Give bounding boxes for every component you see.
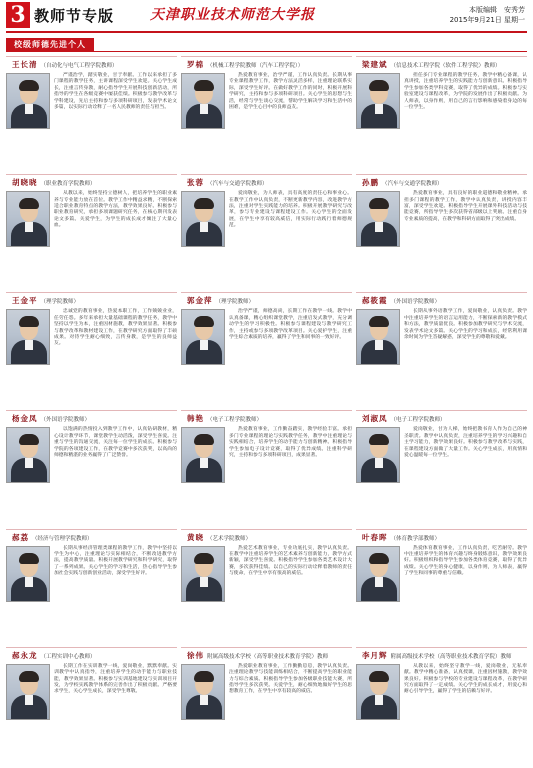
teacher-card	[356, 292, 527, 407]
teacher-heading	[356, 532, 527, 543]
teacher-photo	[181, 309, 225, 365]
teacher-card	[6, 647, 177, 762]
teacher-name: 张蓉	[187, 178, 204, 188]
teacher-bio-text: 担任多门专业课程的教学任务，教学中精心备课，认真讲授，注重培养学生的实践能力与创新意识。积极指导学生参加各类学科竞赛，取得了优异的成绩。积极参与实验室建设与课程改革，为学院的发展作出了积极贡献。为人师表，以身作则，用自己的言行影响和感染着身边的每一位学生。	[404, 73, 527, 111]
teacher-department: （职业教育学院教师）	[40, 181, 96, 188]
teacher-department: （艺术学院教师）	[207, 535, 252, 542]
teacher-department: （外国语学院教师）	[390, 299, 441, 306]
teacher-heading	[356, 413, 527, 424]
teacher-photo	[6, 664, 50, 720]
page-number: 3	[6, 2, 30, 28]
teacher-name: 郝永龙	[12, 650, 38, 660]
header-rule	[6, 31, 527, 33]
teacher-heading	[356, 295, 527, 306]
teacher-department: （体育教学部教师）	[390, 535, 441, 542]
teacher-department: 附属高级技术学校（高等职业技术教育学院）教师	[207, 653, 329, 660]
teacher-bio-text: 忠诚党的教育事业，热爱本职工作，工作兢兢业业，任劳任怨。多年来承担大量基础课程的教学任务，教学中坚持以学生为本，注重因材施教，教学效果显著。积极参与教学改革和教材建设工作，在教学研究方面取得了丰硕成果。对待学生耐心细致，言传身教，是学生的良师益友。	[54, 309, 177, 347]
teacher-bio-text: 治学严谨，师德高尚，长期工作在教学一线。教学中认真备课，精心组织课堂教学，注重启发式教学，充分调动学生的学习积极性。积极参与课程建设与教学研究工作，主持或参与多项教学改革项目。关心爱护学生，注重学生综合素质的培养，赢得了学生和同事的一致好评。	[229, 309, 352, 340]
teacher-name: 黄晓	[187, 532, 204, 542]
teacher-card	[181, 56, 352, 171]
teacher-heading	[356, 650, 527, 661]
section-banner: 校级师德先进个人	[6, 38, 94, 51]
teacher-bio-text: 长期从事外语教学工作，爱岗敬业，认真负责。教学中注重培养学生的语言运用能力，不断探索新的教学模式和方法，教学质量优良。积极参加教学研究与学术交流，发表学术论文多篇。关心学生的学习和成长，经常利用课余时间为学生答疑解惑，深受学生的尊敬和爱戴。	[404, 309, 527, 340]
teacher-card	[356, 647, 527, 762]
teacher-department: （工程实训中心教师）	[40, 653, 96, 660]
teacher-department: （机械工程学院教师（汽车工程学院））	[207, 63, 304, 69]
teacher-photo	[181, 73, 225, 129]
issue-date: 2015年9月21日 星期一	[449, 16, 525, 24]
teacher-name: 孙鹏	[362, 178, 379, 188]
teacher-card	[181, 174, 352, 289]
teacher-card	[181, 529, 352, 644]
teacher-photo	[6, 191, 50, 247]
teacher-bio-text: 长期工作在实训教学一线，爱岗敬业，默默奉献。实训教学中认真指导，注重培养学生的动手能力与职业技能，教学效果显著。积极参与实训基地建设与实训项目开发，为学校实践教学体系的完善作出了积极贡献。严格要求学生，关心学生成长，深受学生尊敬。	[54, 663, 177, 695]
teacher-heading	[356, 59, 527, 70]
teacher-card	[356, 410, 527, 525]
teacher-department: （理学院教师）	[215, 299, 255, 306]
teacher-photo	[356, 427, 400, 483]
teacher-photo	[6, 73, 50, 129]
teacher-bio-text: 热爱教育事业，工作勤奋踏实，教学经验丰富。承担多门专业课程的理论与实践教学任务，教学中注重理论与实践相结合，培养学生的动手能力与创新精神。积极指导学生参加电子设计竞赛，取得了优异成绩。注重科学研究，主持和参与多项科研项目，成果显著。	[229, 427, 352, 459]
teacher-name: 叶春晖	[362, 532, 388, 542]
teacher-bio-text: 长期从事经济管理类课程的教学工作，教学中坚持以学生为中心，注重理论与实际相结合，不断改进教学方法，提高教学质量。积极开展教学研究和科学研究，取得了一系列成果。关心学生的学习和生活，热心指导学生参加社会实践与创新创业活动，深受学生好评。	[54, 545, 177, 577]
teacher-card	[181, 410, 352, 525]
teacher-bio-text: 爱岗敬业，甘为人梯，始终把教书育人作为自己的神圣职责。教学中认真负责，注重培养学生的学习兴趣和自主学习能力，教学效果良好。积极参与教学改革与实践，在课程建设方面做了大量工作。关心学生成长，用真情和爱心温暖每一位学生。	[404, 427, 527, 459]
teacher-department: （自动化与电气工程学院教师）	[40, 63, 118, 69]
teacher-photo	[181, 427, 225, 483]
teacher-card	[356, 56, 527, 171]
teacher-card	[181, 647, 352, 762]
teacher-photo	[356, 73, 400, 129]
teacher-bio-text: 爱岗敬业，为人师表，具有高度的责任心和事业心。在教学工作中认真负责，不断更新教学内容，改进教学方法，注重对学生实践能力的培养。积极开展教学研究与改革，参与专业建设与课程建设工作。关心学生的全面发展，在学生中享有较高威信，用实际行动践行着师德规范。	[229, 191, 352, 229]
teacher-photo	[181, 191, 225, 247]
teacher-name: 胡晓晓	[12, 178, 38, 188]
teacher-heading	[6, 413, 177, 424]
teacher-name: 徐伟	[187, 650, 204, 660]
teacher-department: （电子工程学院教师）	[390, 417, 446, 424]
teacher-heading	[6, 295, 177, 306]
teacher-department: （经济与管理学院教师）	[32, 535, 93, 542]
issue-meta	[450, 5, 525, 25]
teacher-heading	[181, 413, 352, 424]
teacher-name: 韩艳	[187, 414, 204, 424]
teacher-department: （汽车与交通学院教师）	[382, 181, 443, 188]
teacher-name: 杨金凤	[12, 414, 38, 424]
teacher-heading	[6, 59, 177, 70]
teacher-bio-text: 从教以来，始终坚守教学一线，爱岗敬业，无私奉献。教学中精心准备，认真授课，注重因材施教，教学效果良好。积极参与学校的专业建设与课程改革，在教学研究方面取得了一定成绩。关心学生的成长成才，用爱心和耐心引导学生，赢得了学生的信赖与好评。	[404, 663, 527, 695]
teacher-card	[6, 410, 177, 525]
teacher-bio-text: 严谨治学，踏实敬业，甘于奉献。工作以来承担了多门课程的教学任务，主讲课程深受学生欢迎。关心学生成长，注重言传身教，耐心指导学生开展科技创新活动，所指导的学生在各级竞赛中屡获佳绩。积极参与教学改革与学科建设，先后主持和参与多项科研项目，发表学术论文多篇，以实际行动诠释了一名人民教师的责任与担当。	[54, 73, 177, 111]
teacher-photo	[6, 309, 50, 365]
teacher-heading	[6, 532, 177, 543]
teacher-department: （理学院教师）	[40, 299, 80, 306]
teacher-name: 王长清	[12, 60, 38, 69]
section-title: 教师节专版	[34, 7, 115, 25]
teacher-bio-text: 热爱体育教育事业，工作认真负责，吃苦耐劳。教学中注重培养学生的体育兴趣与终身锻炼意识，教学效果良好。积极组织和指导学生参加各类体育竞赛，取得了优异成绩。关心学生的身心健康，以身作则，为人师表，赢得了学生和同事的尊重与信赖。	[404, 545, 527, 577]
teacher-name: 郭金萍	[187, 296, 213, 306]
teacher-photo	[356, 664, 400, 720]
teacher-name: 李月辉	[362, 650, 388, 660]
teacher-card	[6, 529, 177, 644]
teacher-card	[6, 174, 177, 289]
teacher-photo	[6, 427, 50, 483]
teacher-photo	[356, 546, 400, 602]
teacher-card	[356, 529, 527, 644]
teacher-heading	[181, 177, 352, 188]
teacher-grid	[6, 56, 527, 762]
teacher-bio-text: 热爱艺术教育事业，专业功底扎实，教学认真负责。在教学中注重培养学生的艺术素养与创新能力，教学方式新颖，深受学生喜爱。积极指导学生参加各类艺术设计大赛，多次获得佳绩。以自己的实际行动诠释着教师的责任与使命，在学生中享有很高的威信。	[229, 545, 352, 577]
teacher-heading	[181, 650, 352, 661]
teacher-name: 刘淑凤	[362, 414, 388, 424]
teacher-heading	[181, 532, 352, 543]
page-header	[0, 0, 533, 30]
teacher-photo	[356, 309, 400, 365]
teacher-name: 罗棉	[187, 60, 204, 69]
teacher-department: （汽车与交通学院教师）	[207, 181, 268, 188]
teacher-heading	[6, 650, 177, 661]
teacher-bio-text: 从教以来，始终坚持立德树人，把培养学生的职业素养与专业能力放在首位。教学工作中精益求精，不断探索适合职业教育特点的教学方法，教学效果良好。积极参与职业教育研究，承担多项课题研究任务，在核心期刊发表论文多篇。关爱学生，为学生的成长成才倾注了大量心血。	[54, 191, 177, 229]
teacher-bio-text: 热爱教育事业，治学严谨，工作认真负责。长期从事专业课程教学工作，教学方法灵活多样，注重理论联系实际，深受学生好评。在做好教学工作的同时，积极开展科学研究，主持和参与多项科研项目。关心学生的思想与生活，经常与学生谈心交流，帮助学生解决学习和生活中的困难，是学生心目中的良师益友。	[229, 73, 352, 111]
newspaper-masthead: 天津职业技术师范大学报	[150, 7, 315, 23]
teacher-heading	[181, 295, 352, 306]
teacher-heading	[356, 177, 527, 188]
teacher-department: （信息技术工程学院（软件工程学院）教师）	[390, 63, 501, 69]
teacher-bio-text: 以饱满的热情投入到教学工作中，认真钻研教材，精心设计教学环节，课堂教学生动活泼，深受学生喜爱。注重与学生的沟通交流，关注每一位学生的成长。积极参与学院的各项建设工作，在教学竞赛中多次获奖，以高尚的师德和精湛的业务赢得了广泛赞誉。	[54, 427, 177, 459]
teacher-photo	[356, 191, 400, 247]
teacher-name: 梁建斌	[362, 60, 388, 69]
teacher-heading	[6, 177, 177, 188]
teacher-card	[181, 292, 352, 407]
teacher-card	[6, 292, 177, 407]
banner-rule	[6, 51, 527, 52]
teacher-photo	[6, 546, 50, 602]
teacher-name: 郝荔	[12, 532, 29, 542]
teacher-name: 郝筱霞	[362, 296, 388, 306]
teacher-name: 王金平	[12, 296, 38, 306]
teacher-department: 附属高级技术学校（高等职业技术教育学院）教师	[390, 653, 512, 660]
teacher-card	[6, 56, 177, 171]
teacher-bio-text: 热爱职业教育事业，工作勤勤恳恳，教学认真负责。注重理论教学与技能训练相结合，不断提高学生的职业能力与综合素质。积极指导学生参加各级职业技能大赛，所指导学生多次获奖。关爱学生，耐心细致地做好学生的思想教育工作，在学生中享有较高的威信。	[229, 663, 352, 695]
teacher-card	[356, 174, 527, 289]
teacher-photo	[181, 664, 225, 720]
teacher-department: （电子工程学院教师）	[207, 417, 263, 424]
teacher-department: （外国语学院教师）	[40, 417, 91, 424]
editor-line: 本版编辑 安秀芳	[469, 6, 525, 14]
teacher-photo	[181, 546, 225, 602]
teacher-heading	[181, 59, 352, 70]
teacher-bio-text: 热爱教育事业，具有良好的职业道德和敬业精神。承担多门课程的教学工作，教学中认真负责，讲授内容丰富，深受学生欢迎。积极指导学生开展课外科技活动与技能竞赛，所指导学生多次获得省部级以上奖励。注重自身专业素质的提高，在教学和科研方面取得了突出成绩。	[404, 191, 527, 222]
